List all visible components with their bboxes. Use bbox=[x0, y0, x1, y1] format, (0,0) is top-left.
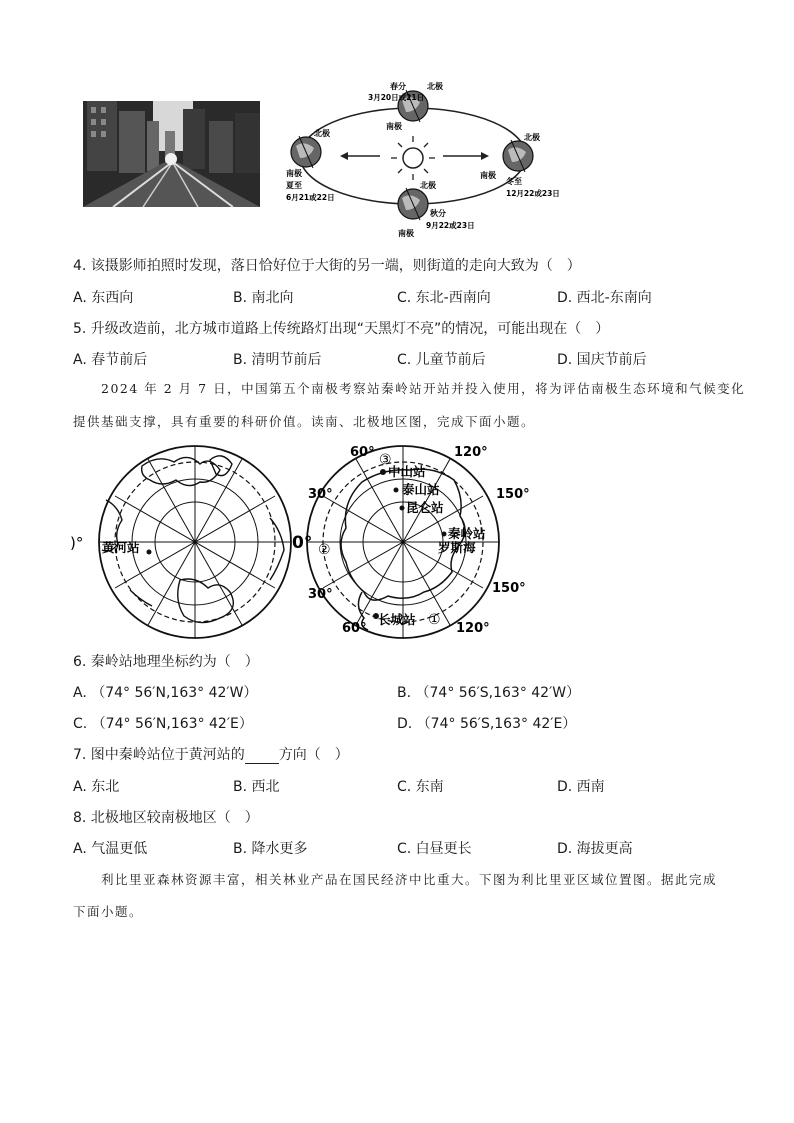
q7-option-c[interactable]: C. 东南 bbox=[397, 779, 444, 795]
q6-option-d[interactable]: D. （74° 56′S,163° 42′E） bbox=[397, 716, 577, 732]
q4-stem: 4. 该摄影师拍照时发现，落日恰好位于大街的另一端，则街道的走向大致为（ ） bbox=[73, 258, 581, 274]
intro2-line1: 利比里亚森林资源丰富，相关林业产品在国民经济中比重大。下图为利比里亚区域位置图。据此完成 bbox=[101, 872, 718, 887]
kunlun-label: 昆仑站 bbox=[406, 500, 444, 515]
q8-option-a[interactable]: A. 气温更低 bbox=[73, 841, 148, 857]
north-pole-label-left: 北极 bbox=[314, 129, 330, 138]
south-pole-label-bottom: 南极 bbox=[398, 229, 414, 238]
summer-label: 夏至 bbox=[286, 181, 302, 190]
deg-0: 0° bbox=[292, 533, 313, 553]
kunlun-marker bbox=[400, 506, 405, 511]
q6-option-b[interactable]: B. （74° 56′S,163° 42′W） bbox=[397, 685, 581, 701]
spring-label: 春分 bbox=[390, 82, 406, 91]
q8-option-b[interactable]: B. 降水更多 bbox=[233, 841, 308, 857]
summer-date: 6月21或22日 bbox=[286, 193, 335, 202]
deg-150-bottom: 150° bbox=[492, 581, 526, 596]
q8-option-d[interactable]: D. 海拔更高 bbox=[557, 841, 633, 857]
q8-stem: 8. 北极地区较南极地区（ ） bbox=[73, 810, 259, 826]
south-pole-label-top: 南极 bbox=[386, 122, 402, 131]
earth-summer-solstice bbox=[291, 136, 321, 168]
intro1-line1: 2024 年 2 月 7 日，中国第五个南极考察站秦岭站开站并投入使用，将为评估南极生态环境和气候变化 bbox=[101, 381, 746, 396]
q7-option-d[interactable]: D. 西南 bbox=[557, 779, 605, 795]
yellow-river-station-label: 黄河站 bbox=[102, 540, 140, 555]
mark-2: ② bbox=[318, 542, 331, 558]
autumn-label: 秋分 bbox=[430, 209, 446, 218]
autumn-date: 9月22或23日 bbox=[426, 221, 475, 230]
deg-120-bottom: 120° bbox=[456, 621, 490, 636]
changcheng-label: 长城站 bbox=[378, 612, 416, 627]
q4-option-a[interactable]: A. 东西向 bbox=[73, 290, 134, 306]
winter-label: 冬至 bbox=[506, 177, 522, 186]
q7-stem-part2: 方向（ ） bbox=[278, 747, 349, 763]
q4-option-b[interactable]: B. 南北向 bbox=[233, 290, 294, 306]
sun-icon bbox=[391, 136, 435, 180]
ross-sea-label: 罗斯海 bbox=[438, 540, 476, 555]
q6-option-c[interactable]: C. （74° 56′N,163° 42′E） bbox=[73, 716, 253, 732]
q7-option-b[interactable]: B. 西北 bbox=[233, 779, 280, 795]
q5-option-b[interactable]: B. 清明节前后 bbox=[233, 352, 322, 368]
deg-120-top: 120° bbox=[454, 445, 488, 460]
south-pole-label-right: 南极 bbox=[480, 171, 496, 180]
intro2-line2: 下面小题。 bbox=[73, 904, 144, 919]
q7-stem-part1: 7. 图中秦岭站位于黄河站的 bbox=[73, 747, 245, 763]
north-pole-label-top: 北极 bbox=[427, 82, 443, 91]
north-pole-label-right: 北极 bbox=[524, 133, 540, 142]
deg-60-top: 60° bbox=[350, 445, 375, 460]
q5-option-a[interactable]: A. 春节前后 bbox=[73, 352, 148, 368]
deg-150-top: 150° bbox=[496, 487, 530, 502]
q7-option-a[interactable]: A. 东北 bbox=[73, 779, 120, 795]
qinling-label: 秦岭站 bbox=[448, 526, 486, 541]
mark-1: ① bbox=[428, 612, 441, 628]
north-pole-label-bottom: 北极 bbox=[420, 181, 436, 190]
yellow-river-station-marker bbox=[147, 550, 152, 555]
zhongshan-marker bbox=[380, 469, 386, 475]
south-pole-label-left: 南极 bbox=[286, 169, 302, 178]
q5-option-c[interactable]: C. 儿童节前后 bbox=[397, 352, 486, 368]
intro1-line2: 提供基础支撑，具有重要的科研价值。读南、北极地区图，完成下面小题。 bbox=[73, 414, 536, 429]
earth-winter-solstice bbox=[503, 140, 533, 172]
earth-orbit-diagram bbox=[280, 78, 580, 238]
q5-option-d[interactable]: D. 国庆节前后 bbox=[557, 352, 647, 368]
q6-option-a[interactable]: A. （74° 56′N,163° 42′W） bbox=[73, 685, 258, 701]
q6-stem: 6. 秦岭站地理坐标约为（ ） bbox=[73, 654, 259, 670]
taishan-label: 泰山站 bbox=[402, 482, 440, 497]
arctic-map bbox=[70, 440, 300, 640]
deg-30-bottom: 30° bbox=[308, 587, 333, 602]
antarctic-map bbox=[292, 440, 530, 640]
q7-blank bbox=[245, 747, 279, 764]
deg-30-top: 30° bbox=[308, 487, 333, 502]
winter-date: 12月22或23日 bbox=[506, 189, 560, 198]
street-photo bbox=[83, 101, 260, 207]
q5-stem: 5. 升级改造前，北方城市道路上传统路灯出现“天黑灯不亮”的情况，可能出现在（ ） bbox=[73, 321, 610, 337]
taishan-marker bbox=[394, 488, 399, 493]
arctic-edge-label: )° bbox=[70, 534, 84, 552]
q4-option-d[interactable]: D. 西北-东南向 bbox=[557, 290, 652, 306]
mark-3: ③ bbox=[379, 452, 392, 468]
qinling-marker bbox=[442, 532, 447, 537]
deg-60-bottom: 60° bbox=[342, 621, 367, 636]
q7-stem bbox=[73, 744, 349, 764]
q4-option-c[interactable]: C. 东北-西南向 bbox=[397, 290, 491, 306]
earth-autumn-equinox bbox=[398, 188, 428, 220]
q8-option-c[interactable]: C. 白昼更长 bbox=[397, 841, 472, 857]
zhongshan-label: 中山站 bbox=[388, 464, 426, 479]
spring-date: 3月20日或21日 bbox=[368, 93, 425, 102]
